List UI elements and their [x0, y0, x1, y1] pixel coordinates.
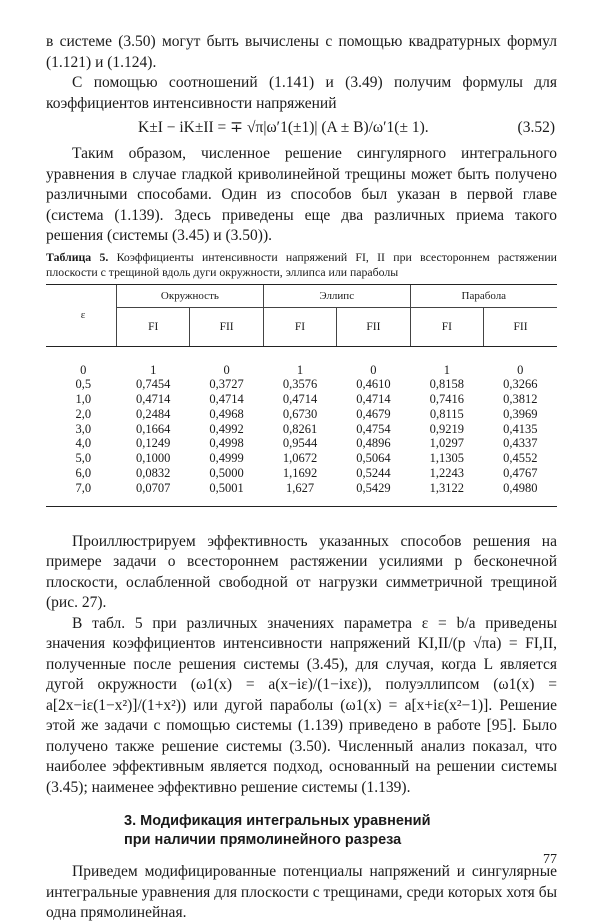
value-cell: 0,9544: [282, 436, 318, 451]
section-heading-line-1: 3. Модификация интегральных уравнений: [124, 813, 431, 830]
subheader: FII: [484, 307, 557, 346]
value-cell: 0,3266: [503, 377, 538, 392]
value-cell: 0,5429: [337, 481, 410, 506]
value-cell: 0,4552: [503, 451, 538, 466]
subheader: FI: [263, 307, 336, 346]
value-cell: 1: [296, 362, 304, 377]
eps-cell: 5,0: [75, 451, 92, 466]
value-cell: 1: [150, 362, 157, 377]
section-heading: [124, 812, 557, 850]
subheader: FI: [410, 307, 483, 346]
paragraph-5: В табл. 5 при различных значениях параметра ε = b/a приведены значения коэффициентов интенсивности напряжений KI,II/(p √πa) = FI,II, полученные после решения системы (3.45), для случая, когда L является дугой окружности (ω1(x) = a(x−iε)/(1−ixε)), полуэллипсом (ω1(x) = a[2x−iε(1−x²)]/(1+x²)) или дугой параболы (ω1(x) = a[x+iε(x²−1)]. Решение этой же задачи с помощью системы (1.139) приведено в работе [95]. Было получено также решение системы (3.50). Численный анализ показал, что наиболее эффективным является подход, основанный на решении системы (3.45); наименее эффективно решение системы (1.139).: [46, 614, 557, 796]
value-cell: 0,3969: [503, 406, 538, 421]
paragraph-3: Таким образом, численное решение сингулярного интегрального уравнения в случае гладкой криволинейной трещины может быть получено различными способами. Один из способов был указан в первой главе (система (1.139). Здесь приведены еще два различных приема такого решения (системы (3.45) и (3.50)).: [46, 145, 557, 244]
value-cell: 1,0297: [429, 436, 465, 451]
value-cell: 0,1249: [136, 436, 171, 451]
value-cell: 0,8115: [429, 406, 464, 421]
eps-header: ε: [46, 284, 117, 346]
formula-body: K±I − iK±II = ∓ √π|ω′1(±1)| (A ± B)/ω′1(± 1).: [138, 119, 429, 136]
table-row: [46, 407, 557, 422]
value-cell: 0,4135: [503, 421, 538, 436]
value-cell: 0,5064: [356, 451, 391, 466]
value-cell: 1,1305: [429, 451, 465, 466]
value-cell: 0,4714: [282, 392, 318, 407]
value-cell: 0,4999: [209, 451, 244, 466]
paragraph-2: С помощью соотношений (1.141) и (3.49) получим формулы для коэффициентов интенсивности напряжений: [46, 74, 557, 112]
value-cell: 0,4679: [356, 406, 391, 421]
value-cell: 0,7416: [429, 392, 465, 407]
value-cell: 1: [443, 362, 450, 377]
paragraph-4: Проиллюстрируем эффективность указанных способов решения на примере задачи о всестороннем растяжении усилиями p бесконечной плоскости, ослабленной свободной от нагрузки симметричной трещиной (рис. 27).: [46, 532, 557, 612]
value-cell: 0,1000: [136, 451, 171, 466]
table-row: [46, 377, 557, 392]
value-cell: 0,4610: [356, 377, 391, 392]
eps-cell: 1,0: [75, 392, 92, 407]
paragraph-1: в системе (3.50) могут быть вычислены с помощью квадратурных формул (1.121) и (1.124).: [46, 33, 557, 71]
value-cell: 0,4714: [209, 392, 244, 407]
eps-cell: 2,0: [75, 406, 92, 421]
value-cell: 0,0832: [136, 466, 171, 481]
value-cell: 1,627: [263, 481, 336, 506]
value-cell: 0: [517, 362, 524, 377]
value-cell: 0,4714: [356, 392, 391, 407]
eps-cell: 6,0: [75, 466, 92, 481]
value-cell: 0,5244: [356, 466, 391, 481]
group-header-circle: Окружность: [117, 284, 264, 307]
table-row: [46, 466, 557, 481]
value-cell: 0,7454: [136, 377, 171, 392]
eps-cell: 7,0: [46, 481, 117, 506]
table-caption-text: Коэффициенты интенсивности напряжений FI, II при всестороннем растяжении плоскости с трещиной вдоль дуги окружности, эллипса или параболы: [46, 249, 557, 279]
section-heading-line-2: при наличии прямолинейного разреза: [124, 832, 402, 849]
eps-cell: 3,0: [75, 421, 92, 436]
formula-3-52: [46, 116, 557, 140]
value-cell: 0,4714: [136, 392, 171, 407]
value-cell: 0,2484: [136, 406, 171, 421]
value-cell: 0,4980: [484, 481, 557, 506]
eps-cell: 0: [80, 362, 87, 377]
eps-cell: 0,5: [75, 377, 92, 392]
table-caption-label: Таблица 5.: [46, 249, 109, 264]
value-cell: 0: [370, 362, 377, 377]
subheader: FII: [337, 307, 410, 346]
formula-number: (3.52): [517, 119, 555, 136]
value-cell: 0,4896: [356, 436, 391, 451]
paragraph-6: Приведем модифицированные потенциалы напряжений и сингулярные интегральные уравнения для плоскости с трещинами, среди которых хотя бы одна прямолинейная.: [46, 863, 557, 922]
table-row: [46, 436, 557, 451]
value-cell: 0,8261: [282, 421, 318, 436]
group-header-parabola: Парабола: [410, 284, 557, 307]
table-caption: [46, 250, 557, 280]
table-row: [46, 481, 557, 506]
value-cell: 0,3812: [503, 392, 538, 407]
value-cell: 0,4998: [209, 436, 244, 451]
coefficients-table: [46, 284, 557, 507]
subheader: FII: [190, 307, 263, 346]
page-content: [46, 32, 557, 924]
table-row: [46, 392, 557, 407]
value-cell: 1,1692: [282, 466, 318, 481]
value-cell: 1,2243: [429, 466, 465, 481]
value-cell: 0,4754: [356, 421, 391, 436]
group-header-ellipse: Эллипс: [263, 284, 410, 307]
value-cell: 0,6730: [282, 406, 318, 421]
page-number: 77: [543, 852, 557, 867]
value-cell: 0,4992: [209, 421, 244, 436]
value-cell: 0,5001: [190, 481, 263, 506]
subheader: FI: [117, 307, 190, 346]
value-cell: 0,1664: [136, 421, 171, 436]
table-row: [46, 422, 557, 437]
value-cell: 0: [223, 362, 230, 377]
value-cell: 0,5000: [209, 466, 244, 481]
eps-cell: 4,0: [75, 436, 92, 451]
value-cell: 0,3576: [282, 377, 318, 392]
value-cell: 1,3122: [410, 481, 483, 506]
value-cell: 0,4337: [503, 436, 538, 451]
table-row: [46, 451, 557, 466]
value-cell: 0,3727: [209, 377, 244, 392]
value-cell: 1,0672: [282, 451, 318, 466]
value-cell: 0,9219: [429, 421, 465, 436]
value-cell: 0,8158: [429, 377, 465, 392]
value-cell: 0,4767: [503, 466, 538, 481]
table-row: [46, 346, 557, 377]
value-cell: 0,0707: [117, 481, 190, 506]
value-cell: 0,4968: [209, 406, 244, 421]
